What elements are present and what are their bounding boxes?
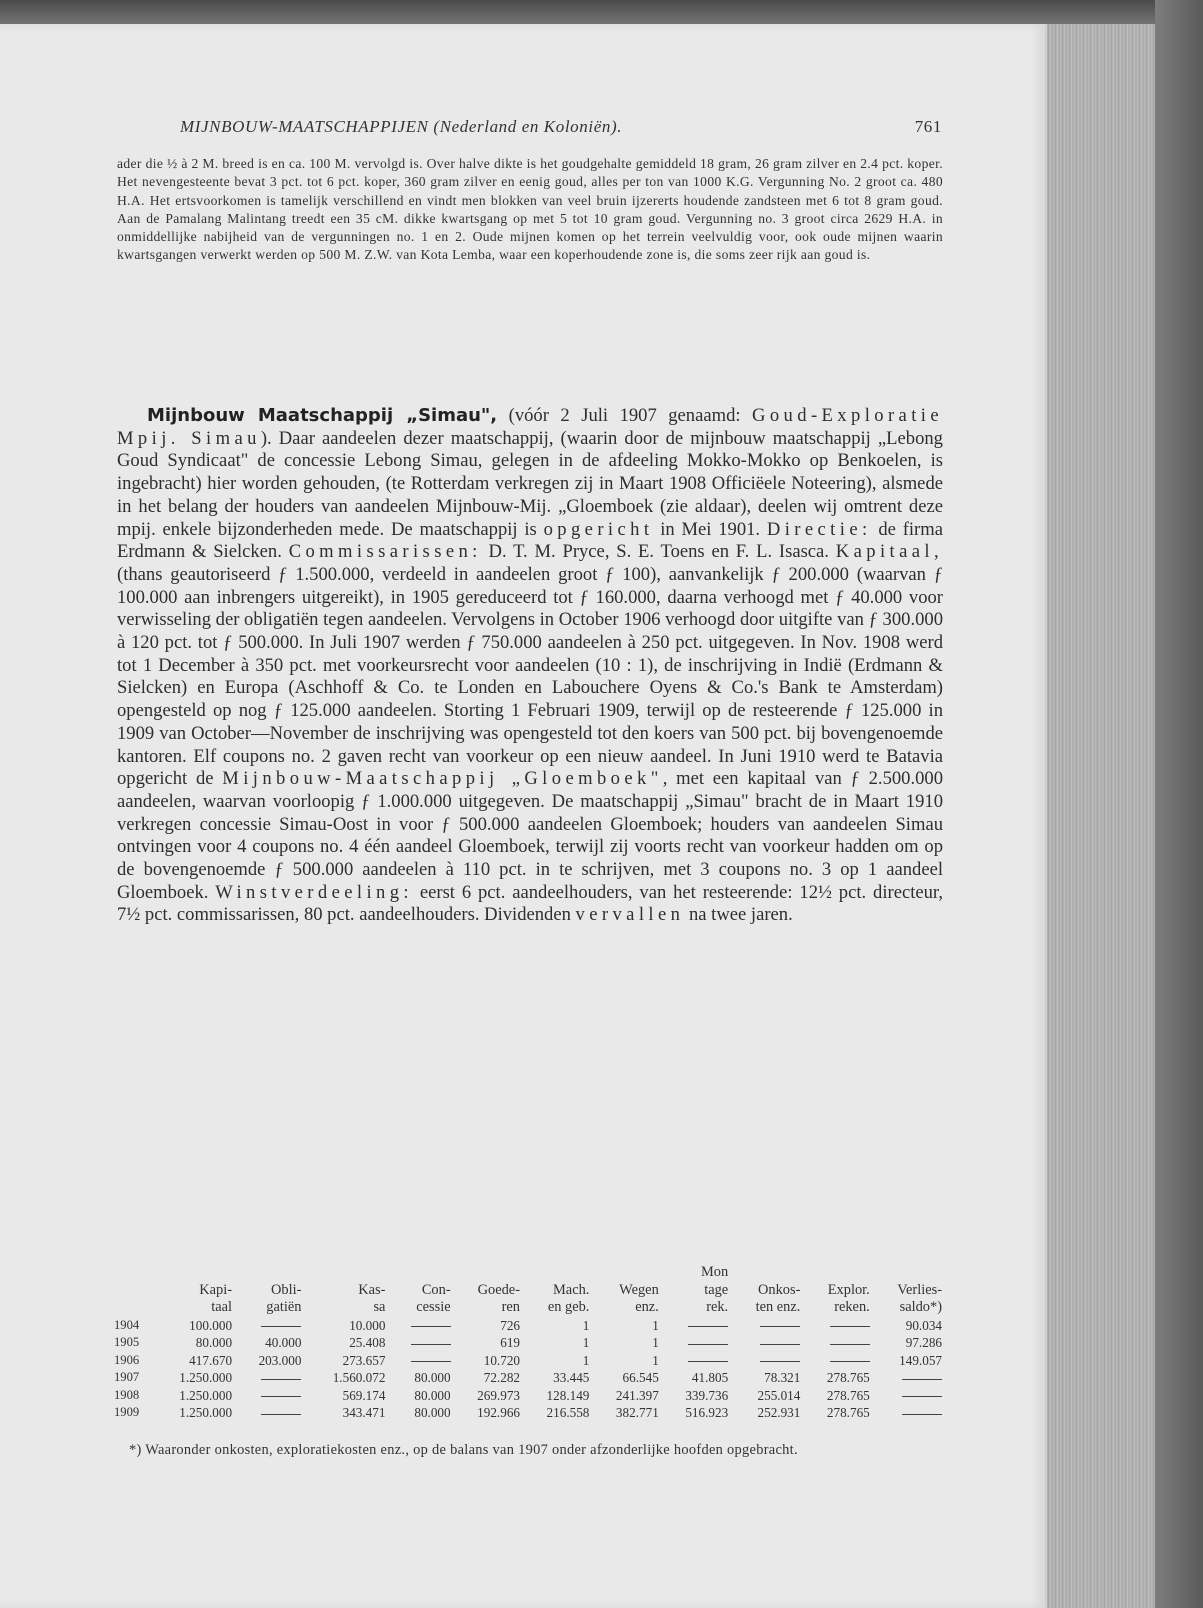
empty-dash bbox=[830, 1344, 870, 1345]
page-number: 761 bbox=[914, 117, 942, 136]
year-cell: 1905 bbox=[114, 1335, 140, 1350]
value-cell bbox=[234, 1317, 303, 1335]
value-cell: 1 bbox=[652, 1335, 659, 1351]
company-entry bbox=[117, 405, 943, 927]
empty-dash bbox=[688, 1344, 728, 1345]
value-cell: 343.471 bbox=[342, 1405, 386, 1421]
value-cell: 72.282 bbox=[483, 1370, 520, 1386]
value-cell: 80.000 bbox=[414, 1387, 451, 1403]
table-header-row bbox=[112, 1264, 944, 1317]
entry-text: , met een kapitaal van ƒ 2.500.000 aandeelen, waarvan voorloopig ƒ 1.000.000 uitgegeven. De maatschappij „Simau" bracht de in Maart 1910 verkregen concessie Simau-Oost in voor ƒ 500.000 aandeelen Gloemboek; houders van aandeelen Simau ontvingen voor 4 coupons no. 4 één aandeel Gloemboek, terwijl zij voorts recht van voorkeur hadden om op de bovengenoemde ƒ 500.000 aandeelen à 110 pct. in te schrijven, met 3 coupons no. 3 op 1 aandeel Gloemboek. bbox=[117, 768, 943, 903]
subsidiary-name: Mijnbouw-Maatschappij „Gloemboek" bbox=[222, 768, 663, 790]
value-cell bbox=[387, 1317, 452, 1335]
table-row bbox=[112, 1352, 944, 1370]
value-cell: 33.445 bbox=[553, 1370, 590, 1386]
running-header bbox=[180, 117, 942, 137]
year-cell: 1909 bbox=[114, 1405, 140, 1420]
empty-dash bbox=[688, 1326, 728, 1327]
page-stack-edges bbox=[1045, 24, 1157, 1608]
value-cell: 278.765 bbox=[826, 1370, 870, 1386]
empty-dash bbox=[411, 1326, 451, 1327]
empty-dash bbox=[411, 1344, 451, 1345]
year-cell: 1906 bbox=[114, 1352, 140, 1367]
value-cell: 1.250.000 bbox=[179, 1405, 233, 1421]
value-cell: 1 bbox=[582, 1335, 590, 1351]
value-cell: 1.250.000 bbox=[179, 1370, 233, 1386]
book-cover-edge bbox=[1155, 0, 1203, 1608]
column-header: Con- cessie bbox=[416, 1281, 451, 1315]
table-body bbox=[112, 1317, 944, 1423]
table-row bbox=[112, 1387, 944, 1405]
year-cell: 1907 bbox=[114, 1370, 140, 1385]
value-cell bbox=[872, 1404, 944, 1422]
value-cell bbox=[730, 1352, 802, 1370]
table-row bbox=[112, 1317, 944, 1335]
value-cell: 1.250.000 bbox=[179, 1387, 233, 1403]
value-cell bbox=[802, 1317, 871, 1335]
column-header: Mon tage rek. bbox=[700, 1264, 729, 1315]
table-row bbox=[112, 1369, 944, 1387]
column-header: Obli- gatiën bbox=[266, 1281, 302, 1315]
value-cell: 252.931 bbox=[757, 1405, 801, 1421]
footnote bbox=[117, 1441, 943, 1460]
footnote-text: Waaronder onkosten, exploratiekosten enz., op de balans van 1907 onder afzonderlijke hoofden opgebracht. bbox=[145, 1442, 798, 1458]
value-cell: 726 bbox=[500, 1317, 520, 1333]
entry-text: D. T. M. Pryce, S. E. Toens en F. L. Isasca. bbox=[481, 541, 836, 563]
value-cell: 278.765 bbox=[826, 1387, 870, 1403]
value-cell: 128.149 bbox=[546, 1387, 590, 1403]
value-cell: 10.000 bbox=[349, 1317, 386, 1333]
value-cell: 216.558 bbox=[546, 1405, 590, 1421]
entry-text: (vóór 2 Juli 1907 genaamd: bbox=[497, 405, 753, 426]
footnote-marker: *) bbox=[129, 1442, 142, 1458]
column-header: Kapi- taal bbox=[199, 1281, 233, 1315]
value-cell bbox=[234, 1387, 303, 1405]
empty-dash bbox=[688, 1361, 728, 1362]
entry-text: ). Daar aandeelen dezer maatschappij, (waarin door de mijnbouw maatschappij „Lebong Goud Syndicaat" de concessie Lebong Simau, gelegen in de afdeeling Mokko-Mokko op Benkoelen, is ingebracht) hier worden gehouden, (te Rotterdam verkregen zij in Maart 1908 Officiëele Noteering), alsmede in het belang der houders van aandeelen Mijnbouw-Mij. „Gloemboek (zie aldaar), deelen wij omtrent deze mpij. enkele bijzonderheden mede. De maatschappij is bbox=[117, 427, 943, 540]
empty-dash bbox=[261, 1326, 301, 1327]
value-cell bbox=[387, 1352, 452, 1370]
column-header: Onkos- ten enz. bbox=[755, 1281, 801, 1315]
entry-text: eerst 6 pct. aandeelhouders, van het resteerende: 12½ pct. directeur, 7½ pct. commissarissen, 80 pct. aandeelhouders. Dividenden bbox=[117, 881, 944, 926]
empty-dash bbox=[261, 1396, 301, 1397]
value-cell: 417.670 bbox=[189, 1352, 233, 1368]
empty-dash bbox=[760, 1326, 800, 1327]
keyword-directie: Directie: bbox=[766, 518, 872, 540]
value-cell bbox=[661, 1317, 730, 1335]
value-cell: 1 bbox=[652, 1317, 659, 1333]
empty-dash bbox=[760, 1344, 800, 1345]
value-cell: 273.657 bbox=[342, 1352, 386, 1368]
column-header: Explor. reken. bbox=[827, 1281, 870, 1315]
value-cell bbox=[802, 1352, 871, 1370]
value-cell: 203.000 bbox=[258, 1352, 302, 1368]
value-cell: 25.408 bbox=[349, 1335, 386, 1351]
value-cell bbox=[730, 1317, 802, 1335]
value-cell: 66.545 bbox=[622, 1370, 659, 1386]
value-cell bbox=[661, 1352, 730, 1370]
value-cell bbox=[234, 1404, 303, 1422]
entry-text: (thans geautoriseerd ƒ 1.500.000, verdeeld in aandeelen groot ƒ 100), aanvankelijk ƒ 200.000 (waarvan ƒ 100.000 aan inbrengers uitgereikt), in 1905 gereduceerd tot ƒ 160.000, daarna verhoogd met ƒ 40.000 voor verwisseling der obligatiën tegen aandeelen. Vervolgens in October 1906 verhoogd door uitgifte van ƒ 300.000 à 120 pct. tot ƒ 500.000. In Juli 1907 werden ƒ 750.000 aandeelen à 250 pct. uitgegeven. In Nov. 1908 werd tot 1 December à 350 pct. met voorkeursrecht voor aandeelen (10 : 1), de inschrijving in Indië (Erdmann & Sielcken) en Europa (Aschhoff & Co. te Londen en Labouchere Oyens & Co.'s Bank te Amsterdam) opengesteld op nog ƒ 125.000 aandeelen. Storting 1 Februari 1909, terwijl op de resteerende ƒ 125.000 in 1909 van October—November de inschrijving was opengesteld tot den koers van 500 pct. bij bovengenoemde kantoren. Elf coupons no. 2 gaven recht van voorkeur op een nieuw aandeel. In Juni 1910 werd te Batavia opgericht de bbox=[117, 563, 943, 790]
value-cell: 80.000 bbox=[414, 1405, 451, 1421]
running-title: MIJNBOUW-MAATSCHAPPIJEN (Nederland en Koloniën). bbox=[180, 117, 623, 136]
value-cell: 97.286 bbox=[905, 1335, 942, 1351]
value-cell: 1 bbox=[652, 1352, 659, 1368]
value-cell: 1 bbox=[582, 1352, 590, 1368]
empty-dash bbox=[261, 1379, 301, 1380]
value-cell: 1 bbox=[582, 1317, 590, 1333]
value-cell: 255.014 bbox=[757, 1387, 801, 1403]
value-cell bbox=[730, 1334, 802, 1352]
value-cell: 78.321 bbox=[764, 1370, 801, 1386]
column-header: Kas- sa bbox=[358, 1281, 386, 1315]
entry-text: de firma Erdmann & Sielcken. bbox=[117, 518, 943, 563]
value-cell bbox=[872, 1387, 944, 1405]
empty-dash bbox=[902, 1379, 942, 1380]
company-name: Mijnbouw Maatschappij „Simau", bbox=[147, 405, 498, 426]
empty-dash bbox=[830, 1361, 870, 1362]
table-row bbox=[112, 1404, 944, 1422]
value-cell: 149.057 bbox=[899, 1352, 942, 1368]
value-cell bbox=[872, 1369, 944, 1387]
value-cell bbox=[661, 1334, 730, 1352]
entry-text: na twee jaren. bbox=[684, 904, 793, 926]
value-cell: 10.720 bbox=[483, 1352, 520, 1368]
empty-dash bbox=[411, 1361, 451, 1362]
value-cell: 40.000 bbox=[265, 1335, 302, 1351]
keyword-kapitaal: Kapitaal, bbox=[835, 541, 943, 563]
column-header bbox=[112, 1264, 150, 1317]
value-cell: 80.000 bbox=[195, 1335, 233, 1351]
value-cell bbox=[802, 1334, 871, 1352]
column-header: Verlies- saldo*) bbox=[897, 1281, 942, 1315]
empty-dash bbox=[830, 1326, 870, 1327]
value-cell: 278.765 bbox=[826, 1405, 870, 1421]
year-cell: 1904 bbox=[114, 1317, 140, 1332]
value-cell: 569.174 bbox=[342, 1387, 386, 1403]
column-header: Wegen enz. bbox=[619, 1281, 659, 1315]
continuation-paragraph: ader die ½ à 2 M. breed is en ca. 100 M. vervolgd is. Over halve dikte is het goudgehalte gemiddeld 18 gram, 26 gram zilver en 2.4 pct. koper. Het nevengesteente bevat 3 pct. tot 6 pct. koper, 360 gram zilver en eenig goud, alles per ton van 1000 K.G. Vergunning No. 2 groot ca. 480 H.A. Het ertsvoorkomen is tamelijk verschillend en vindt men blokken van veel bruin ijzererts houdende zandsteen met 6 tot 8 gram goud. Aan de Pamalang Malintang treedt een 35 cM. dikke kwartsgang op met 5 tot 10 gram goud. Vergunning no. 3 groot circa 2629 H.A. in onmiddellijke nabijheid van de vergunningen no. 1 en 2. Oude mijnen komen op het terrein veelvuldig voor, ook oude mijnen waarin kwartsgangen verwerkt werden op 500 M. Z.W. van Kota Lemba, waar een koperhoudende zone is, die soms zeer rijk aan goud is. bbox=[117, 156, 943, 263]
value-cell: 192.966 bbox=[477, 1405, 520, 1421]
empty-dash bbox=[902, 1396, 942, 1397]
value-cell: 241.397 bbox=[615, 1387, 659, 1403]
column-header: Goede- ren bbox=[477, 1281, 520, 1315]
keyword-winstverdeeling: Winstverdeeling: bbox=[215, 881, 413, 903]
empty-dash bbox=[902, 1414, 942, 1415]
value-cell: 339.736 bbox=[685, 1387, 729, 1403]
value-cell: 619 bbox=[500, 1335, 520, 1351]
value-cell bbox=[387, 1334, 452, 1352]
entry-text: in Mei 1901. bbox=[653, 518, 767, 540]
value-cell: 1.560.072 bbox=[332, 1370, 386, 1386]
empty-dash bbox=[760, 1361, 800, 1362]
keyword-opgericht: opgericht bbox=[543, 518, 654, 540]
empty-dash bbox=[261, 1414, 301, 1415]
value-cell: 382.771 bbox=[615, 1405, 659, 1421]
keyword-vervallen: vervallen bbox=[575, 904, 685, 926]
former-name: Goud-Exploratie Mpij. Simau bbox=[117, 405, 943, 449]
value-cell: 90.034 bbox=[905, 1317, 942, 1333]
column-header: Mach. en geb. bbox=[547, 1281, 590, 1315]
value-cell: 100.000 bbox=[189, 1317, 233, 1333]
value-cell: 516.923 bbox=[685, 1405, 729, 1421]
value-cell: 80.000 bbox=[414, 1370, 451, 1386]
value-cell bbox=[234, 1369, 303, 1387]
keyword-commissarissen: Commissarissen: bbox=[288, 541, 482, 563]
value-cell: 269.973 bbox=[477, 1387, 520, 1403]
balance-table bbox=[112, 1264, 944, 1422]
value-cell: 41.805 bbox=[691, 1370, 729, 1386]
year-cell: 1908 bbox=[114, 1387, 140, 1402]
table-row bbox=[112, 1334, 944, 1352]
